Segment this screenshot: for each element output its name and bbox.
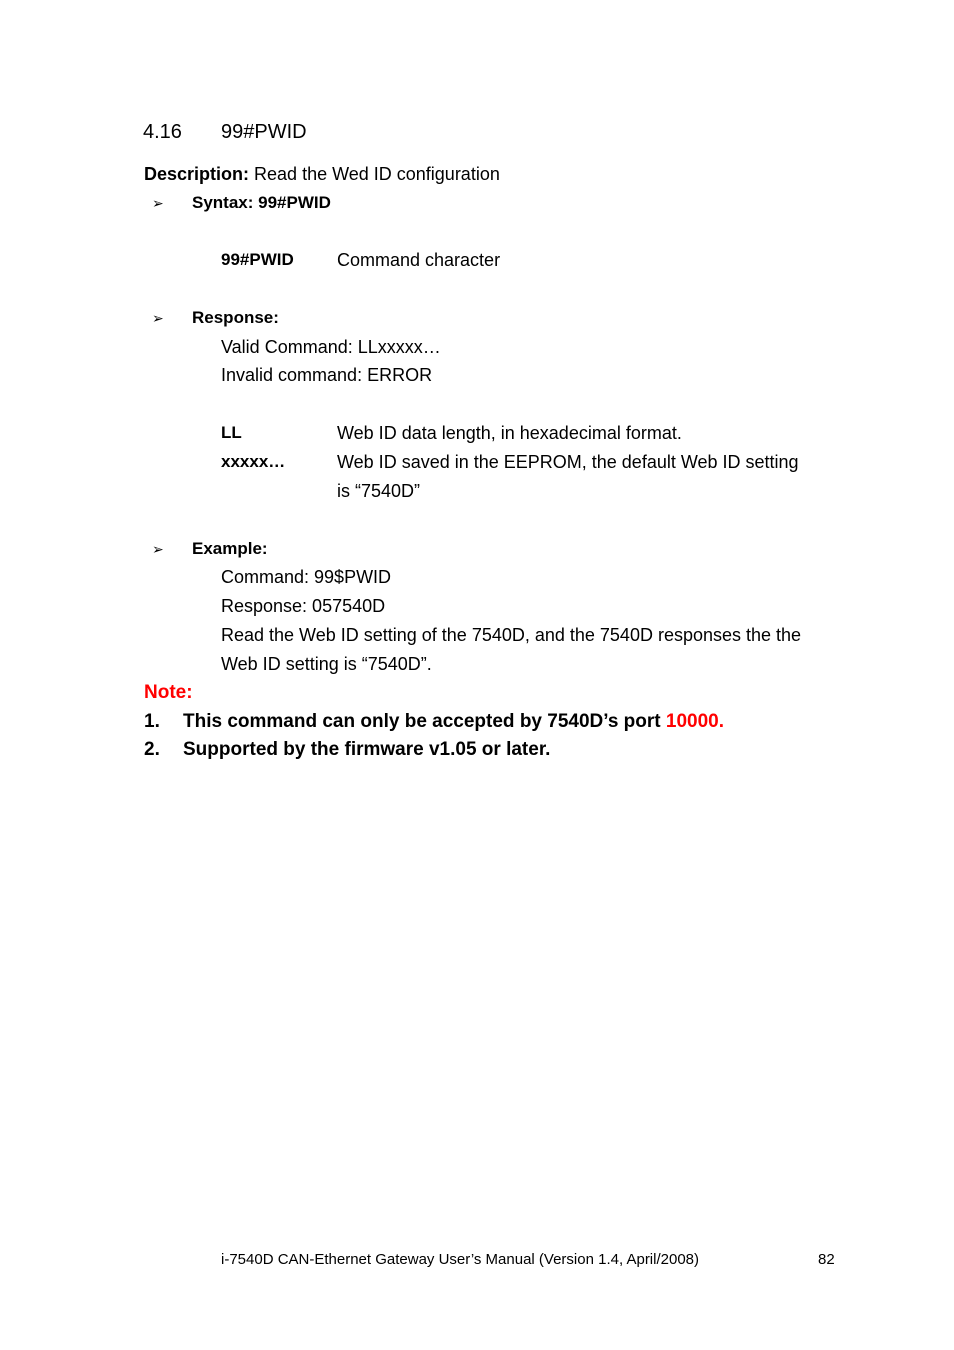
example-bullet-icon: ➢ (152, 541, 164, 557)
param-term-xxxxx: xxxxx… (221, 452, 286, 471)
footer-manual-title: i-7540D CAN-Ethernet Gateway User’s Manual (Version 1.4, April/2008) (221, 1251, 700, 1268)
note-label: Note: (144, 682, 193, 703)
response-valid: Valid Command: LLxxxxx… (221, 337, 441, 357)
param-definition-xxxxx-line2: is “7540D” (337, 481, 421, 501)
response-invalid: Invalid command: ERROR (221, 365, 433, 385)
example-explanation-line1: Read the Web ID setting of the 7540D, and the 7540D responses the the (221, 625, 802, 645)
description-label: Description: (144, 164, 250, 184)
example-command: Command: 99$PWID (221, 567, 392, 587)
param-definition-xxxxx-line1: Web ID saved in the EEPROM, the default Web ID setting (337, 452, 799, 472)
description-line (144, 163, 500, 185)
response-label: Response: (192, 308, 279, 327)
syntax-definition: Command character (337, 250, 501, 270)
param-term-ll: LL (221, 423, 242, 442)
note-item-1-port: 10000. (665, 711, 725, 732)
note-item-2-number: 2. (144, 739, 160, 760)
note-item-1-text: This command can only be accepted by 7540D’s port (183, 711, 666, 732)
syntax-label: Syntax: 99#PWID (192, 193, 331, 212)
note-item-2-text: Supported by the firmware v1.05 or later. (183, 739, 551, 760)
note-item-1 (183, 710, 724, 734)
syntax-term: 99#PWID (221, 250, 294, 269)
example-explanation-line2: Web ID setting is “7540D”. (221, 654, 432, 674)
example-label: Example: (192, 539, 268, 558)
section-title: 99#PWID (221, 121, 307, 143)
example-response: Response: 057540D (221, 596, 386, 616)
section-number: 4.16 (143, 121, 182, 143)
syntax-bullet-icon: ➢ (152, 195, 164, 211)
response-bullet-icon: ➢ (152, 310, 164, 326)
note-item-1-number: 1. (144, 711, 160, 732)
description-text: Read the Wed ID configuration (254, 164, 500, 184)
param-definition-ll: Web ID data length, in hexadecimal format. (337, 423, 682, 443)
footer-page-number: 82 (818, 1251, 835, 1268)
